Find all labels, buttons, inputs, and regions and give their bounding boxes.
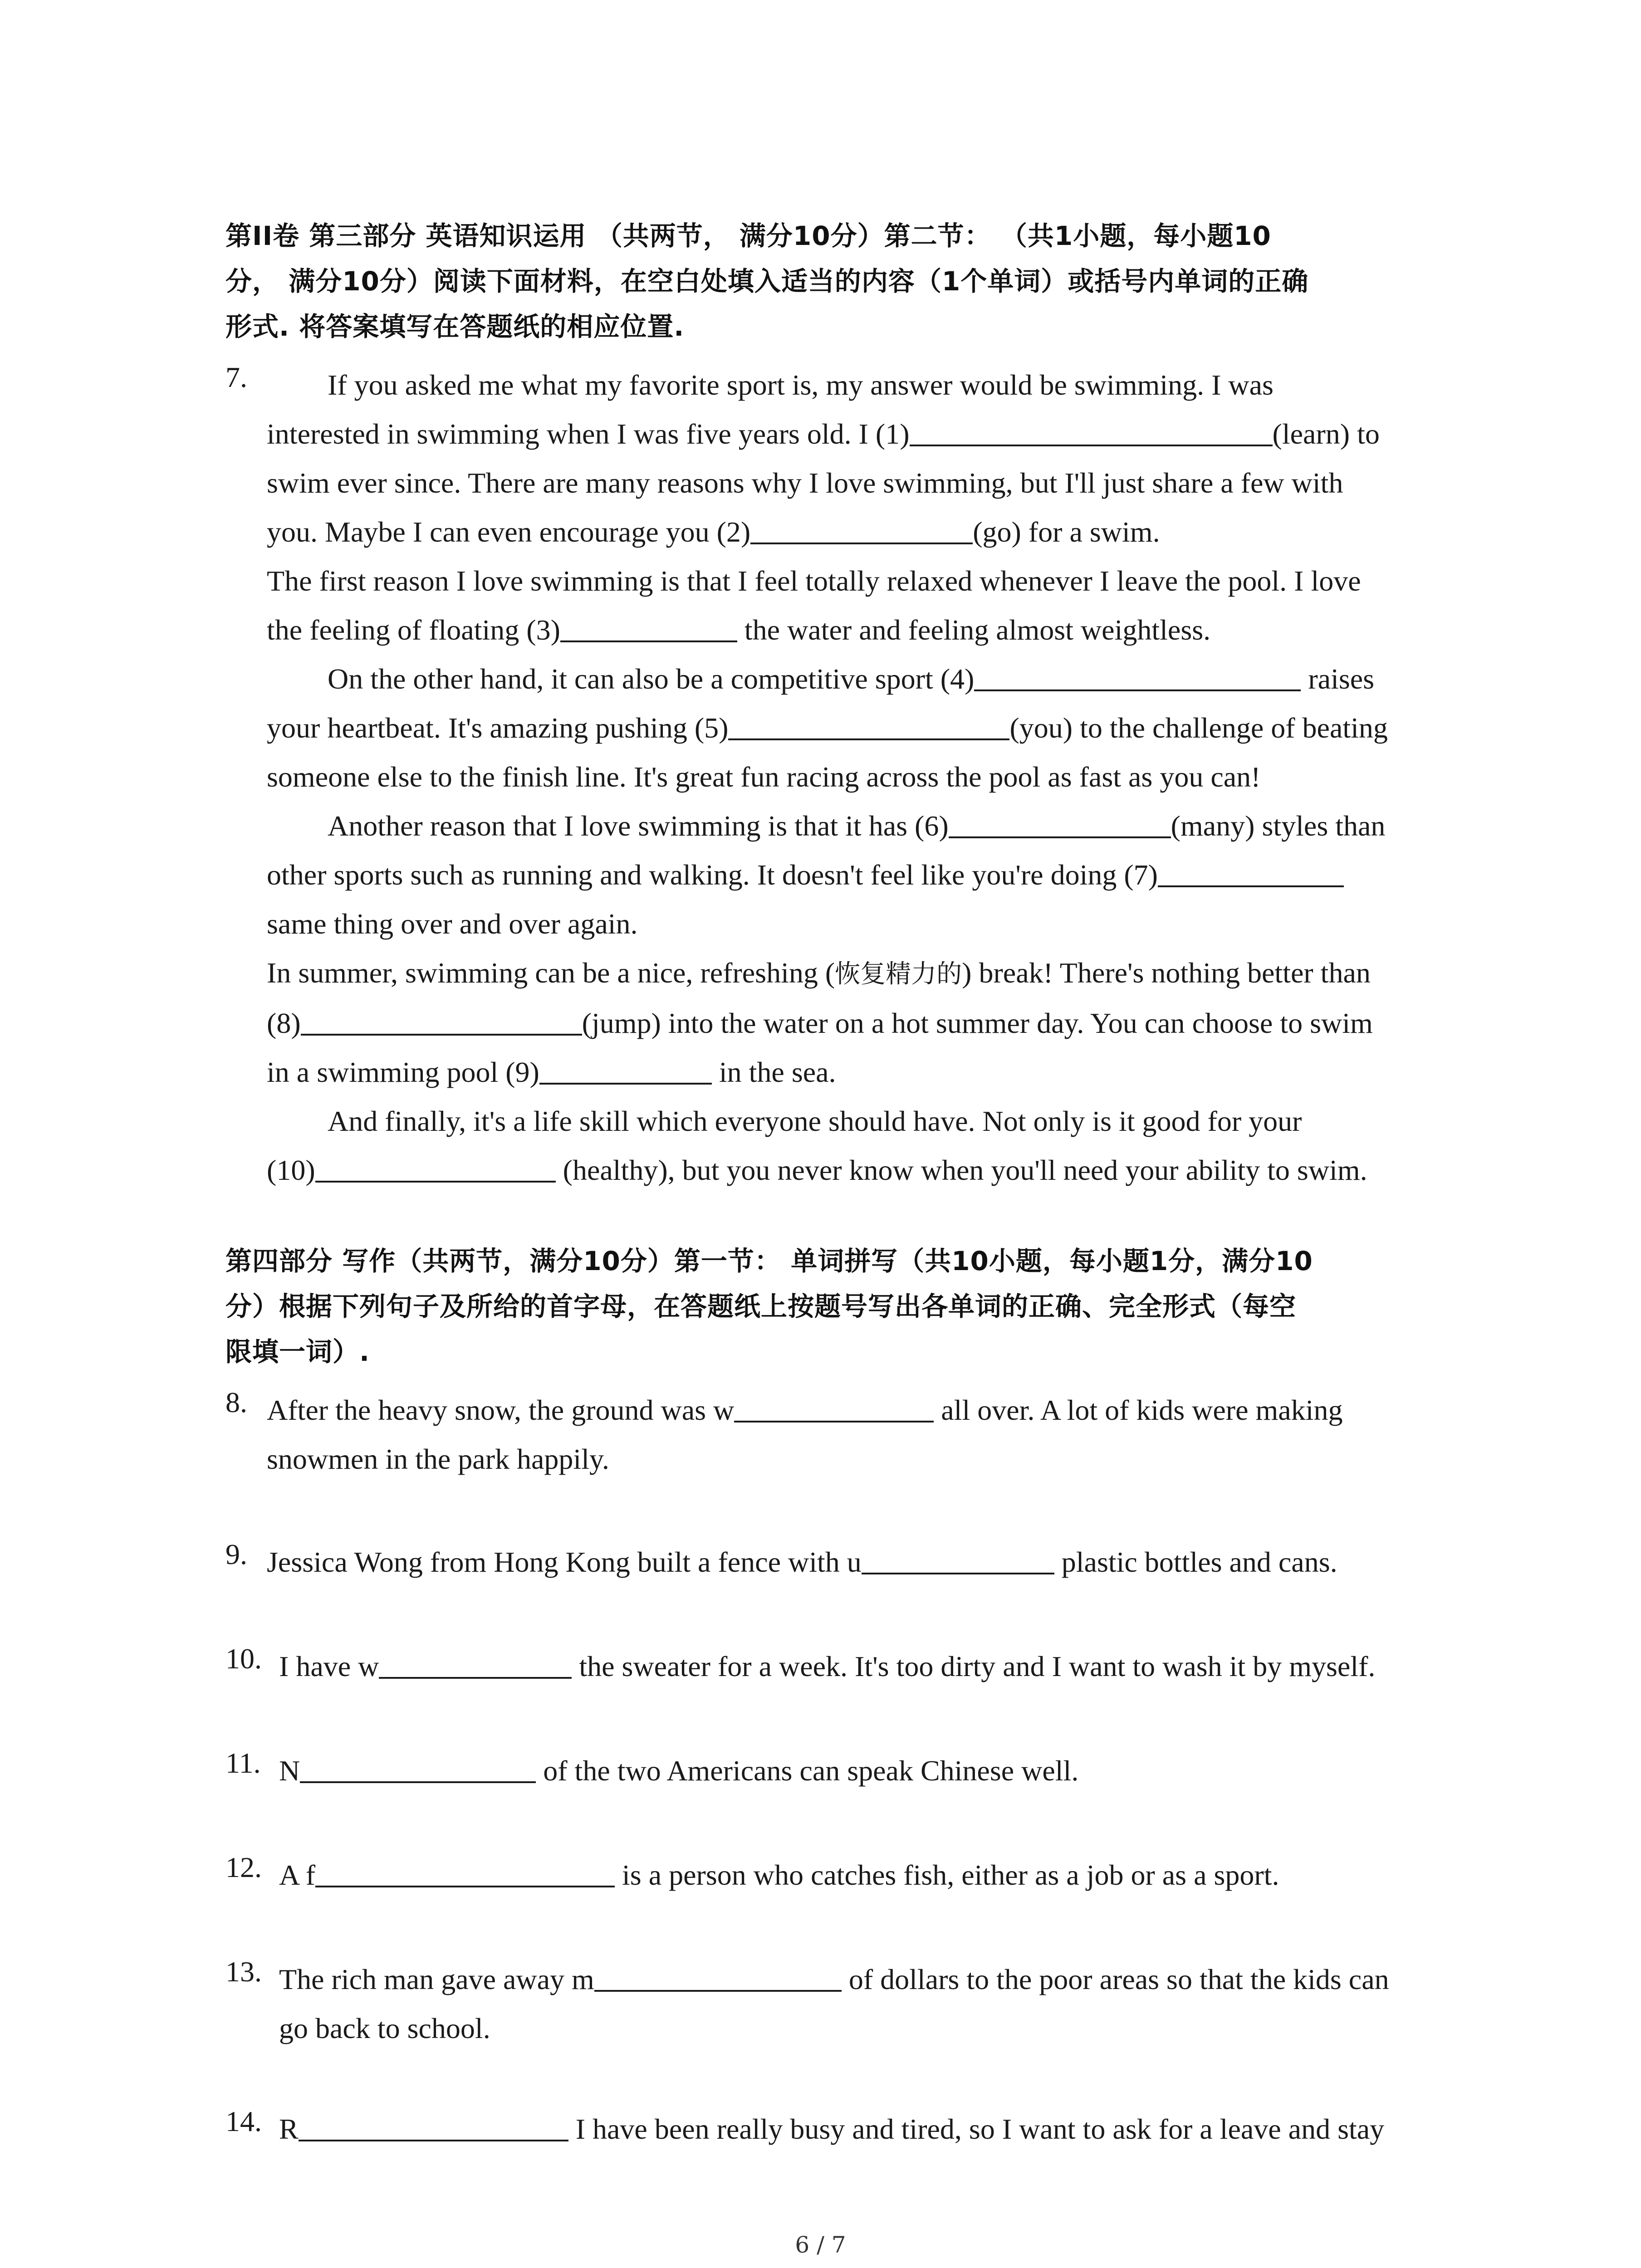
q12-number: 12. xyxy=(225,1851,262,1883)
q7-line: Another reason that I love swimming is that it has (6) (many) styles than xyxy=(267,802,1492,850)
section4-header-line-1: 第四部分 写作（共两节，满分10分）第一节： 单词拼写（共10小题，每小题1分，满分10 xyxy=(225,1246,1313,1276)
q7-line: And finally, it's a life skill which everyone should have. Not only is it good for your xyxy=(328,1105,1302,1137)
blank-q8[interactable] xyxy=(734,1393,934,1422)
blank-4[interactable] xyxy=(974,661,1301,691)
q9 xyxy=(267,1538,1492,1587)
q7-line: same thing over and over again. xyxy=(267,908,638,940)
q8-line: snowmen in the park happily. xyxy=(267,1443,609,1475)
section3-header-line-2: 分， 满分10分）阅读下面材料，在空白处填入适当的内容（1个单词）或括号内单词的正确 xyxy=(225,266,1309,297)
q7-line: your heartbeat. It's amazing pushing (5) (you) to the challenge of beating xyxy=(267,704,1492,753)
blank-7[interactable] xyxy=(1158,857,1344,887)
q7-line: interested in swimming when I was five years old. I (1) (learn) to xyxy=(267,410,1492,459)
q14 xyxy=(279,2105,1504,2154)
blank-9[interactable] xyxy=(539,1055,712,1085)
blank-2[interactable] xyxy=(750,514,973,544)
q7-line: If you asked me what my favorite sport is, my answer would be swimming. I was xyxy=(328,369,1274,401)
blank-6[interactable] xyxy=(949,808,1171,838)
q7-line: in a swimming pool (9) in the sea. xyxy=(267,1048,1492,1097)
section3-header-line-3: 形式. 将答案填写在答题纸的相应位置. xyxy=(225,311,685,342)
q13 xyxy=(279,1955,1504,2053)
q10-number: 10. xyxy=(225,1642,262,1675)
q8-number: 8. xyxy=(225,1386,247,1418)
q13-line: go back to school. xyxy=(279,2012,490,2044)
q11 xyxy=(279,1746,1504,1795)
blank-q11[interactable] xyxy=(300,1753,536,1783)
q7-line: In summer, swimming can be a nice, refreshing (恢复精力的) break! There's nothing better than xyxy=(267,957,1371,989)
q8-line: After the heavy snow, the ground was w all over. A lot of kids were making xyxy=(267,1386,1492,1435)
q13-number: 13. xyxy=(225,1955,262,1988)
q7-number: 7. xyxy=(225,361,247,393)
q7-line: swim ever since. There are many reasons why I love swimming, but I'll just share a few with xyxy=(267,467,1343,499)
q11-number: 11. xyxy=(225,1747,261,1779)
section4-header-line-2: 分）根据下列句子及所给的首字母，在答题纸上按题号写出各单词的正确、完全形式（每空 xyxy=(225,1291,1297,1322)
section3-header xyxy=(225,213,1460,349)
blank-q14[interactable] xyxy=(299,2112,568,2141)
section3-header-line-1: 第II卷 第三部分 英语知识运用 （共两节， 满分10分）第二节： （共1小题，每小题10 xyxy=(225,220,1271,251)
q10 xyxy=(279,1642,1504,1691)
q11-line: N of the two Americans can speak Chinese well. xyxy=(279,1746,1504,1795)
q14-number: 14. xyxy=(225,2105,262,2137)
blank-5[interactable] xyxy=(728,710,1009,740)
q12 xyxy=(279,1851,1504,1900)
q12-line: A f is a person who catches fish, either as a job or as a sport. xyxy=(279,1851,1504,1900)
q14-line: R I have been really busy and tired, so I want to ask for a leave and stay xyxy=(279,2105,1504,2154)
q7-line: (10) (healthy), but you never know when you'll need your ability to swim. xyxy=(267,1146,1492,1195)
blank-q12[interactable] xyxy=(315,1857,615,1887)
q10-line: I have w the sweater for a week. It's too dirty and I want to wash it by myself. xyxy=(279,1642,1504,1691)
q7-line: someone else to the finish line. It's great fun racing across the pool as fast as you can! xyxy=(267,761,1261,793)
q7-line: The first reason I love swimming is that I feel totally relaxed whenever I leave the pool. I love xyxy=(267,565,1361,597)
blank-10[interactable] xyxy=(315,1153,556,1183)
q7-line: On the other hand, it can also be a competitive sport (4) raises xyxy=(267,655,1492,704)
section4-header xyxy=(225,1238,1460,1374)
q8 xyxy=(267,1386,1492,1484)
blank-q9[interactable] xyxy=(862,1545,1054,1574)
blank-q10[interactable] xyxy=(379,1649,572,1679)
q7-line: other sports such as running and walking. It doesn't feel like you're doing (7) xyxy=(267,850,1492,899)
q7-line: you. Maybe I can even encourage you (2) (go) for a swim. xyxy=(267,508,1492,557)
blank-1[interactable] xyxy=(910,416,1273,446)
q9-number: 9. xyxy=(225,1538,247,1570)
q7-line: (8) (jump) into the water on a hot summer day. You can choose to swim xyxy=(267,999,1492,1048)
section4-header-line-3: 限填一词）. xyxy=(225,1336,370,1367)
blank-8[interactable] xyxy=(301,1006,582,1036)
q7-passage xyxy=(267,361,1492,1195)
q7-line: the feeling of floating (3) the water and feeling almost weightless. xyxy=(267,606,1492,655)
q9-line: Jessica Wong from Hong Kong built a fence with u plastic bottles and cans. xyxy=(267,1538,1492,1587)
blank-3[interactable] xyxy=(560,612,737,642)
blank-q13[interactable] xyxy=(594,1962,842,1992)
q13-line: The rich man gave away m of dollars to the poor areas so that the kids can xyxy=(279,1955,1504,2004)
page-number: 6 / 7 xyxy=(795,2232,846,2258)
